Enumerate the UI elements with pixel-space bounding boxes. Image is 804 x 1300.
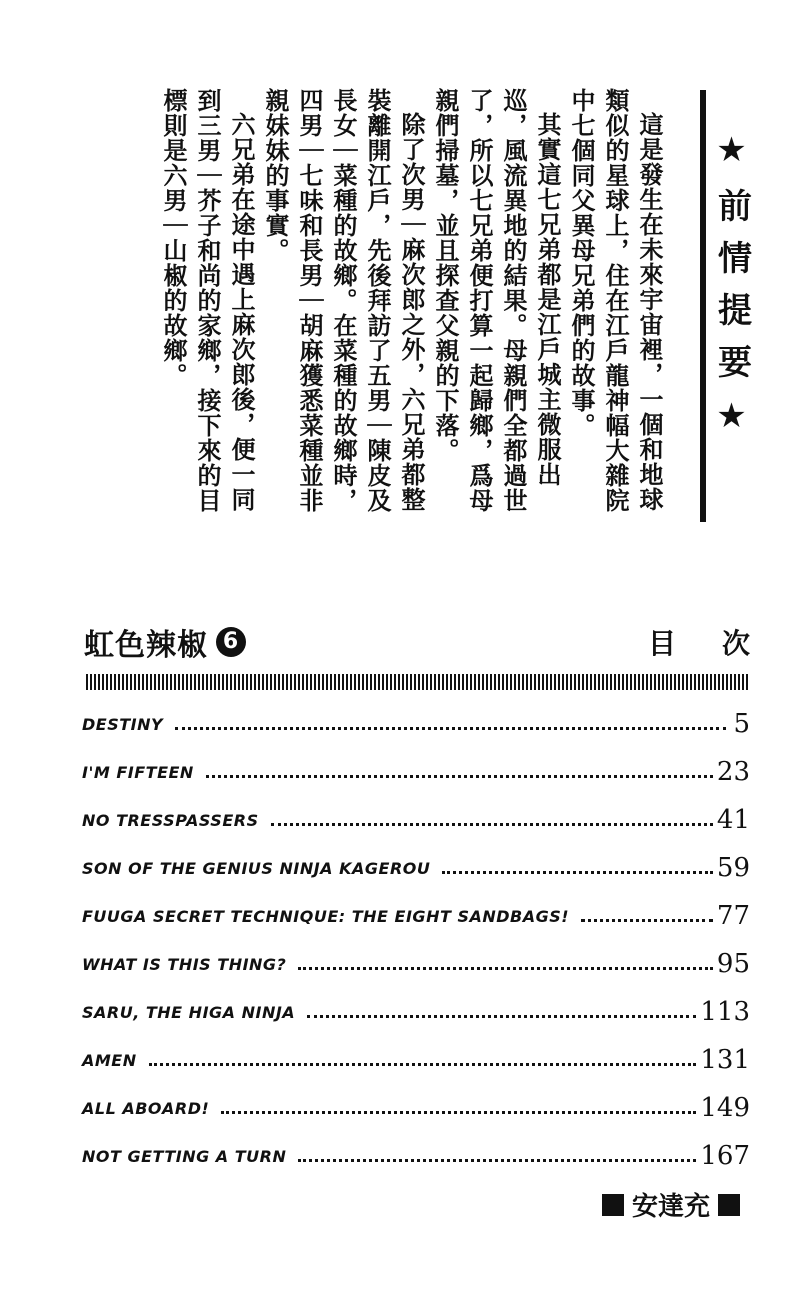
- synopsis-paragraph: 除了次男｜麻次郎之外，六兄弟都整裝離開江戶，先後拜訪了五男｜陳皮及長女｜菜種的故鄉。在菜種的故鄉時，四男｜七味和長男｜胡麻獲悉菜種並非親妹妹的事實。: [261, 88, 425, 513]
- square-bullet-icon: [602, 1194, 624, 1216]
- chapter-title: WHAT IS THIS THING?: [82, 954, 287, 974]
- decorative-ruler: [86, 674, 748, 690]
- chapter-row[interactable]: [82, 1132, 750, 1180]
- chapter-page: 5: [733, 709, 750, 739]
- chapter-title: DESTINY: [82, 714, 164, 734]
- author-credit: [594, 1186, 748, 1223]
- chapter-title: AMEN: [82, 1050, 137, 1070]
- synopsis-paragraph: 這是發生在未來宇宙裡，一個和地球類似的星球上，住在江戶龍神幅大雜院中七個同父異母兄弟們的故事。: [567, 88, 663, 513]
- leader-dots: [581, 917, 713, 922]
- chapter-title: SARU, THE HIGA NINJA: [82, 1002, 296, 1022]
- toc-header: [84, 620, 796, 664]
- leader-dots: [307, 1013, 696, 1018]
- chapter-row[interactable]: [82, 844, 750, 892]
- synopsis-paragraph: 六兄弟在途中遇上麻次郎後，便一同到三男｜芥子和尚的家鄉，接下來的目標則是六男｜山椒的故鄉。: [159, 88, 255, 513]
- chapter-page: 23: [716, 757, 750, 787]
- chapter-page: 41: [716, 805, 750, 835]
- leader-dots: [149, 1061, 697, 1066]
- chapter-title: NO TRESSPASSERS: [82, 810, 259, 830]
- synopsis-heading: ★前情提要★: [700, 90, 752, 522]
- chapter-row[interactable]: [82, 1036, 750, 1084]
- leader-dots: [442, 869, 713, 874]
- chapter-page: 113: [700, 997, 750, 1027]
- series-title: [84, 620, 246, 664]
- author-name: 安達充: [631, 1192, 710, 1222]
- chapter-page: 59: [716, 853, 750, 883]
- volume-number-badge: 6: [216, 627, 246, 657]
- chapter-page: 77: [716, 901, 750, 931]
- leader-dots: [206, 773, 713, 778]
- chapter-row[interactable]: [82, 1084, 750, 1132]
- synopsis-paragraph: 其實這七兄弟都是江戶城主微服出巡，風流異地的結果。母親們全都過世了，所以七兄弟便打算一起歸鄉，爲母親們掃墓，並且探查父親的下落。: [431, 88, 561, 513]
- chapter-row[interactable]: [82, 988, 750, 1036]
- leader-dots: [271, 821, 713, 826]
- square-bullet-icon: [718, 1194, 740, 1216]
- contents-label: 目次: [647, 627, 796, 660]
- leader-dots: [298, 965, 713, 970]
- chapter-page: 149: [700, 1093, 750, 1123]
- chapter-title: NOT GETTING A TURN: [82, 1146, 287, 1166]
- chapter-title: FUUGA SECRET TECHNIQUE: THE EIGHT SANDBAGS!: [82, 906, 570, 926]
- synopsis-body: [96, 88, 666, 528]
- leader-dots: [221, 1109, 696, 1114]
- chapter-page: 95: [716, 949, 750, 979]
- chapter-row[interactable]: [82, 700, 750, 748]
- chapter-title: ALL ABOARD!: [82, 1098, 210, 1118]
- chapter-row[interactable]: [82, 940, 750, 988]
- chapter-page: 131: [700, 1045, 750, 1075]
- leader-dots: [175, 725, 726, 730]
- chapter-title: I'M FIFTEEN: [82, 762, 194, 782]
- chapter-title: SON OF THE GENIUS NINJA KAGEROU: [82, 858, 431, 878]
- chapter-page: 167: [700, 1141, 750, 1171]
- chapter-row[interactable]: [82, 892, 750, 940]
- chapter-row[interactable]: [82, 748, 750, 796]
- leader-dots: [298, 1157, 696, 1162]
- chapter-row[interactable]: [82, 796, 750, 844]
- series-title-text: 虹色辣椒: [84, 628, 208, 663]
- chapter-list: [82, 700, 750, 1180]
